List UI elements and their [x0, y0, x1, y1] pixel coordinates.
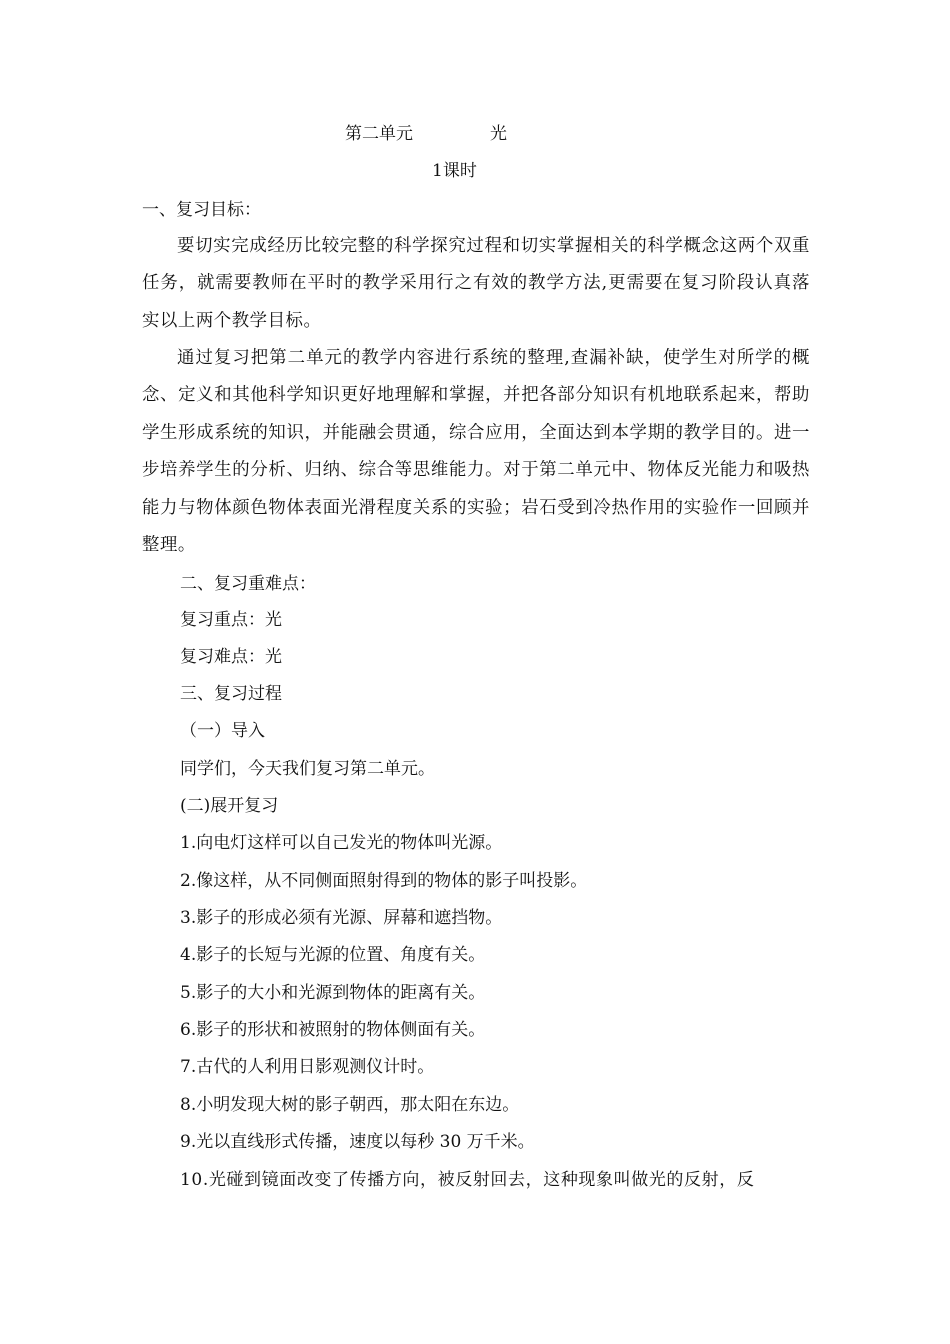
list-item: 8.小明发现大树的影子朝西，那太阳在东边。	[180, 1095, 520, 1115]
difficult-point: 复习难点：光	[180, 647, 282, 667]
list-item: 6.影子的形状和被照射的物体侧面有关。	[180, 1020, 486, 1040]
list-item: 2.像这样，从不同侧面照射得到的物体的影子叫投影。	[180, 871, 588, 891]
section-heading-goals: 一、复习目标：	[142, 200, 261, 220]
goals-paragraph-1: 要切实完成经历比较完整的科学探究过程和切实掌握相关的科学概念这两个双重任务，就需要教师在平时的教学采用行之有效的教学方法,更需要在复习阶段认真落实以上两个教学目标。	[142, 236, 810, 331]
list-item: 3.影子的形成必须有光源、屏幕和遮挡物。	[180, 908, 503, 928]
intro-text: 同学们，今天我们复习第二单元。	[180, 759, 435, 779]
list-item: 5.影子的大小和光源到物体的距离有关。	[180, 983, 486, 1003]
key-point: 复习重点：光	[180, 610, 282, 630]
list-item: 1.向电灯这样可以自己发光的物体叫光源。	[180, 833, 503, 853]
goals-paragraph-2: 通过复习把第二单元的教学内容进行系统的整理,查漏补缺，使学生对所学的概念、定义和其他科学知识更好地理解和掌握，并把各部分知识有机地联系起来，帮助学生形成系统的知识，并能融会贯通，综合应用，全面达到本学期的教学目的。进一步培养学生的分析、归纳、综合等思维能力。对于第二单元中、物体反光能力和吸热能力与物体颜色物体表面光滑程度关系的实验；岩石受到冷热作用的实验作一回顾并整理。	[142, 348, 810, 556]
lesson-count: 1课时	[432, 161, 477, 181]
list-item: 10.光碰到镜面改变了传播方向，被反射回去，这种现象叫做光的反射，反	[180, 1170, 755, 1190]
section-heading-key-points: 二、复习重难点：	[180, 574, 316, 594]
unit-title: 第二单元	[345, 124, 413, 144]
list-item: 9.光以直线形式传播，速度以每秒 30 万千米。	[180, 1132, 535, 1152]
subheading-review: (二)展开复习	[180, 796, 279, 816]
list-item: 7.古代的人利用日影观测仪计时。	[180, 1057, 435, 1077]
subheading-intro: （一）导入	[180, 721, 265, 741]
title-row	[0, 120, 950, 148]
list-item: 4.影子的长短与光源的位置、角度有关。	[180, 945, 486, 965]
section-heading-process: 三、复习过程	[180, 684, 282, 704]
topic-title: 光	[490, 124, 507, 144]
